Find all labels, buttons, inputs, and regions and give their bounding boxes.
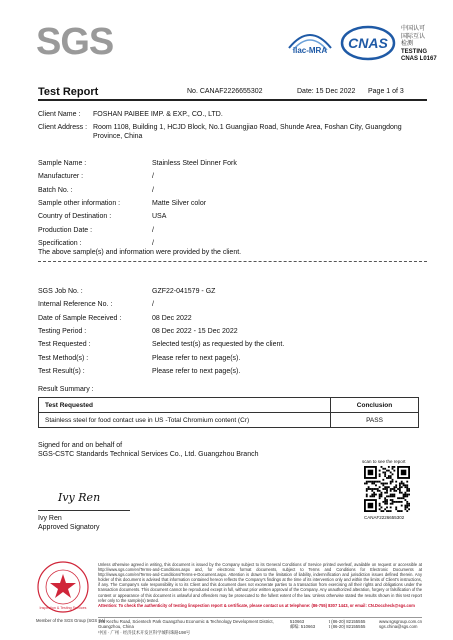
sample-field-value: Stainless Steel Dinner Fork (152, 160, 237, 167)
job-field-value: 08 Dec 2022 - 15 Dec 2022 (152, 327, 238, 335)
cert-number: CNAS L0167 (401, 56, 437, 62)
cert-cn-line: 国际互认 (401, 33, 426, 40)
cnas-cert-block (401, 26, 437, 64)
sgs-stamp (36, 560, 90, 620)
signatory-title: Approved Signatory (38, 524, 100, 531)
ilac-mra-logo (285, 26, 335, 58)
sample-field-label: Specification : (38, 239, 82, 247)
job-field-label: Internal Reference No. : (38, 301, 113, 309)
job-field-value: Please refer to next page(s). (152, 367, 241, 375)
job-field-value: 08 Dec 2022 (152, 314, 192, 322)
qr-code-number: CANAF2226655302 (364, 515, 405, 520)
client-name-label: Client Name : (38, 111, 81, 118)
signed-on-behalf: Signed for and on behalf of (38, 442, 123, 449)
sample-field-label: Sample other information : (38, 199, 121, 207)
job-field-label: Test Method(s) : (38, 354, 89, 362)
svg-text:ilac-MRA: ilac-MRA (292, 46, 328, 55)
client-name: FOSHAN PAIBEE IMP. & EXP., CO., LTD. (93, 111, 223, 118)
sample-field-value: USA (152, 213, 167, 221)
client-address (93, 123, 427, 141)
report-date: Date: 15 Dec 2022 (297, 88, 356, 95)
sample-field-label: Manufacturer : (38, 173, 84, 181)
sample-note: The above sample(s) and information were provided by the client. (38, 249, 242, 256)
sample-field-label: Sample Name : (38, 160, 87, 167)
cert-cn-line: 检测 (401, 41, 414, 47)
cert-testing: TESTING (401, 48, 428, 55)
job-field-value: GZF22-041579 - GZ (152, 288, 216, 295)
sgs-logo (36, 22, 128, 62)
job-field-label: Test Result(s) : (38, 367, 85, 375)
job-field-label: Test Requested : (38, 341, 91, 349)
postcode-cn: 邮编: 510663 (289, 624, 316, 630)
postcode: 510663 (289, 619, 305, 624)
sample-field-value: / (152, 226, 154, 234)
job-field-label: SGS Job No. : (38, 288, 83, 295)
svg-text:CNAS: CNAS (348, 35, 388, 51)
sample-field-label: Country of Destination : (38, 213, 112, 221)
svg-text:SGS: SGS (36, 22, 114, 62)
svg-text:Inspection & Testing Services: Inspection & Testing Services (39, 606, 87, 610)
cnas-logo (340, 24, 396, 62)
job-field-value: Selected test(s) as requested by the client. (152, 341, 285, 349)
sample-field-label: Batch No. : (38, 186, 73, 194)
phone: t (86-20) 82155555 (328, 619, 366, 624)
footer-address (98, 617, 422, 635)
job-field-label: Date of Sample Received : (38, 314, 122, 322)
signature (56, 488, 106, 506)
sample-field-value: / (152, 173, 154, 181)
page-indicator: Page 1 of 3 (368, 88, 404, 95)
section-divider (38, 261, 427, 262)
report-title: Test Report (38, 86, 99, 98)
sample-field-value: / (152, 186, 154, 194)
sample-field-value: Matte Silver color (152, 199, 207, 207)
signatory-name: Ivy Ren (38, 515, 62, 522)
signing-company: SGS-CSTC Standards Technical Services Co., Ltd. Guangzhou Branch (38, 451, 259, 458)
test-requested-cell: Stainless steel for food contact use in US -Total Chromium content (Cr) (39, 413, 331, 428)
cert-cn-line: 中国认可 (401, 26, 426, 32)
report-number: No. CANAF2226655302 (187, 88, 263, 95)
sample-field-value: / (152, 239, 154, 247)
authenticity-notice: Attention: To check the authenticity of testing /inspection report & certificate, please contact us at telephone: (86-755) 8307 1443, or email: CN.Doccheck@sgs.com (98, 603, 415, 608)
job-field-value: / (152, 301, 154, 309)
job-field-value: Please refer to next page(s). (152, 354, 241, 362)
address-en: 198 Kezhu Road, Scientech Park Guangzhou Economic & Technology Development District, Guangzhou, China (98, 619, 274, 630)
email-link[interactable]: sgs.china@sgs.com (379, 624, 418, 630)
signature-line (38, 510, 130, 511)
result-summary-label: Result Summary : (38, 386, 94, 393)
client-address-line: Room 1108, Building 1, HCJD Block, No.1 Guangjiao Road, Shunde Area, Foshan City, Guangdong (93, 124, 402, 131)
result-summary-table (38, 397, 419, 428)
website-link[interactable]: www.sgsgroup.com.cn (379, 619, 422, 624)
sample-field-label: Production Date : (38, 226, 93, 234)
qr-caption: scan to see the report (362, 459, 406, 464)
svg-text:Ivy Ren: Ivy Ren (58, 491, 101, 504)
header-rule (38, 99, 427, 101)
table-header-row (39, 398, 419, 413)
address-cn: 中国 · 广州 · 经济技术开发区科学城科珠路198号 (98, 629, 191, 635)
qr-code[interactable] (364, 466, 410, 512)
footer-disclaimer: Unless otherwise agreed in writing, this document is issued by the Company subject to its General Conditions of Service printed overleaf, available on request or accessible at http://www.sgs.com/en/Terms-and-Conditions.aspx and, for electronic format documents, subject to Terms and Conditions for Electronic Documents at http://www.sgs.com/en/Terms-and-Conditions/Terms-e-Document.aspx. Attention is drawn to the limitation of liability, indemnification and jurisdiction issues defined therein. Any holder of this document is advised that information contained hereon reflects the Company's findings at the time of its intervention only and within the limits of Client's instructions, if any. The Company's sole responsibility is to its Client and this document does not exonerate parties to a transaction from exercising all their rights and obligations under the transaction documents. This document cannot be reproduced except in full, without prior written approval of the Company. Any unauthorized alteration, forgery or falsification of the content or appearance of this document is unlawful and offenders may be prosecuted to the fullest extent of the law. Unless otherwise stated the results shown in this test report refer only to the sample(s) tested. (98, 562, 422, 603)
column-header-test: Test Requested (39, 398, 331, 413)
group-membership: Member of the SGS Group (SGS SA) (36, 618, 106, 623)
column-header-conclusion: Conclusion (331, 398, 419, 413)
table-row (39, 413, 419, 428)
phone-cn: t (86-20) 82155555 (328, 624, 366, 630)
conclusion-cell: PASS (331, 413, 419, 428)
client-address-line: Province, China (93, 133, 143, 140)
client-address-label: Client Address : (38, 124, 88, 131)
job-field-label: Testing Period : (38, 327, 87, 335)
